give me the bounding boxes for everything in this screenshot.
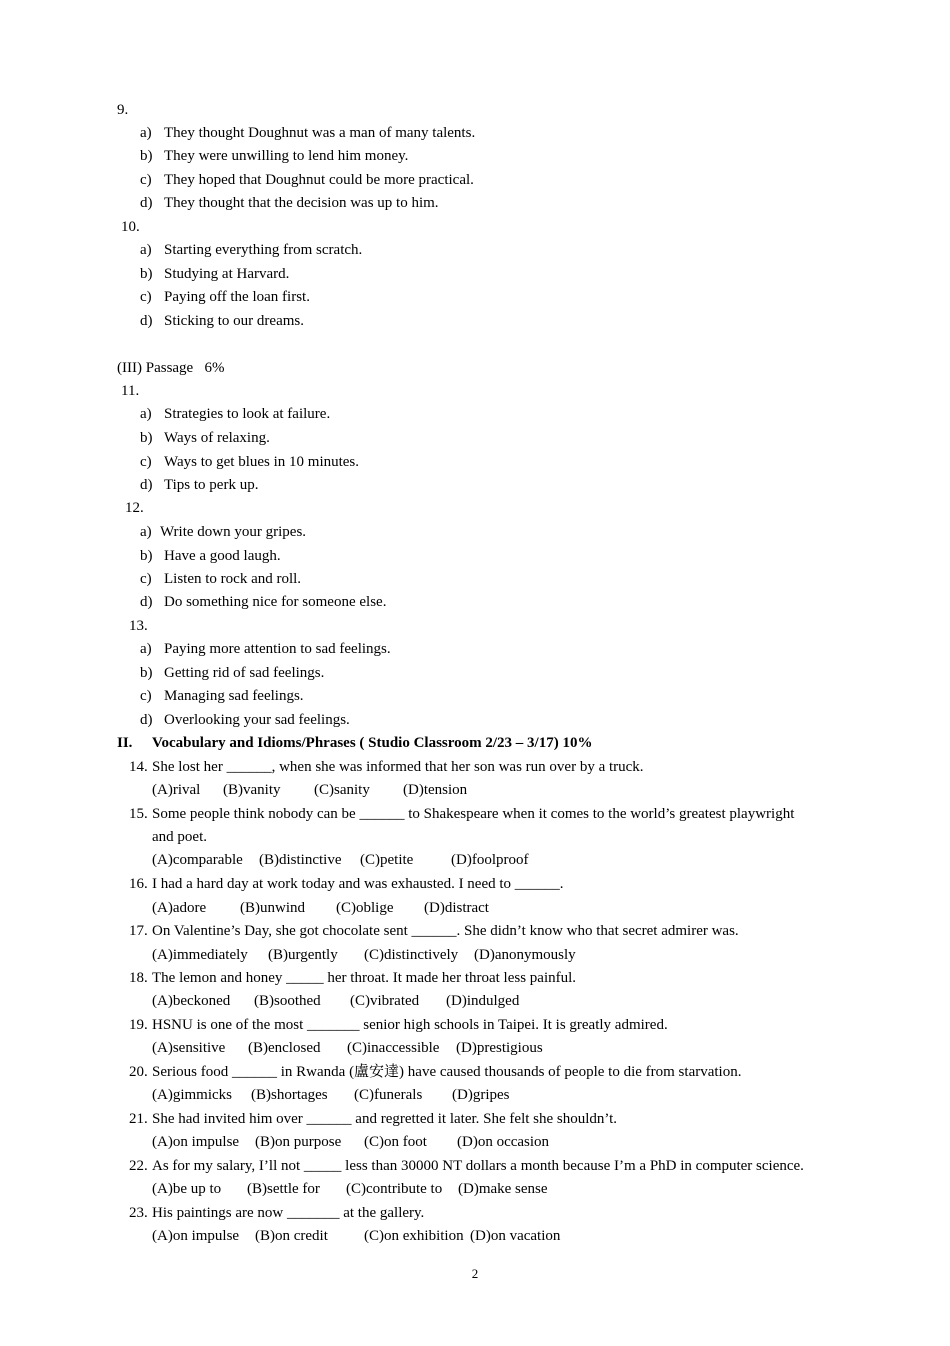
- choice: (D)on occasion: [457, 1134, 550, 1150]
- section-title: Vocabulary and Idioms/Phrases ( Studio Classroom 2/23 – 3/17) 10%: [152, 735, 593, 751]
- choice: (B)unwind: [240, 900, 305, 916]
- option: d) Sticking to our dreams.: [140, 313, 304, 329]
- choice: (A)rival: [152, 782, 201, 798]
- choice: (C)vibrated: [350, 993, 420, 1009]
- option: a) Starting everything from scratch.: [140, 242, 363, 258]
- option: c) Listen to rock and roll.: [140, 571, 302, 587]
- question-number: 9.: [117, 102, 129, 118]
- choice: (D)prestigious: [456, 1040, 543, 1056]
- choices-row: [152, 1226, 560, 1246]
- choice: (A)adore: [152, 900, 207, 916]
- choice: (B)distinctive: [259, 852, 342, 868]
- question-stem: I had a hard day at work today and was exhausted. I need to ______.: [152, 876, 564, 892]
- option: b) Getting rid of sad feelings.: [140, 665, 325, 681]
- choice: (C)oblige: [336, 900, 394, 916]
- option: c) Paying off the loan first.: [140, 289, 310, 305]
- choice: (B)enclosed: [248, 1040, 321, 1056]
- option: d) Do something nice for someone else.: [140, 594, 387, 610]
- choice: (D)tension: [403, 782, 468, 798]
- question-stem: The lemon and honey _____ her throat. It made her throat less painful.: [152, 970, 577, 986]
- choices-row: [152, 1038, 543, 1058]
- question-stem-continued: and poet.: [152, 829, 207, 845]
- choice: (A)beckoned: [152, 993, 231, 1009]
- question-stem: She lost her ______, when she was informed that her son was run over by a truck.: [152, 759, 644, 775]
- choice: (B)urgently: [268, 947, 338, 963]
- question-number: 22.: [129, 1158, 148, 1174]
- choice: (A)comparable: [152, 852, 243, 868]
- choice: (A)gimmicks: [152, 1087, 232, 1103]
- option: d) Overlooking your sad feelings.: [140, 712, 350, 728]
- choice: (C)on exhibition: [364, 1228, 464, 1244]
- choice: (A)on impulse: [152, 1134, 240, 1150]
- question-stem: She had invited him over ______ and regretted it later. She felt she shouldn’t.: [152, 1111, 618, 1127]
- option: b) They were unwilling to lend him money.: [140, 148, 409, 164]
- choice: (D)distract: [424, 900, 489, 916]
- question-number: 11.: [121, 383, 140, 399]
- question-number: 10.: [121, 219, 140, 235]
- choice: (C)on foot: [364, 1134, 427, 1150]
- choices-row: [152, 945, 576, 965]
- question-stem: On Valentine’s Day, she got chocolate sent ______. She didn’t know who that secret admirer was.: [152, 923, 739, 939]
- choice: (B)shortages: [251, 1087, 328, 1103]
- option: b) Studying at Harvard.: [140, 266, 290, 282]
- choice: (D)indulged: [446, 993, 520, 1009]
- choice: (C)sanity: [314, 782, 370, 798]
- option: b) Ways of relaxing.: [140, 430, 270, 446]
- choice: (C)funerals: [354, 1087, 423, 1103]
- choices-row: [152, 991, 519, 1011]
- choices-row: [152, 1179, 548, 1199]
- choices-row: [152, 898, 489, 918]
- question-number: 18.: [129, 970, 148, 986]
- question-number: 14.: [129, 759, 148, 775]
- question-stem: Some people think nobody can be ______ to Shakespeare when it comes to the world’s greatest playwright: [152, 806, 795, 822]
- question-stem: His paintings are now _______ at the gallery.: [152, 1205, 425, 1221]
- option: d) Tips to perk up.: [140, 477, 259, 493]
- option: c) Ways to get blues in 10 minutes.: [140, 454, 360, 470]
- choice: (B)vanity: [223, 782, 281, 798]
- choices-row: [152, 850, 528, 870]
- question-number: 13.: [129, 618, 148, 634]
- option: c) Managing sad feelings.: [140, 688, 304, 704]
- page-number: 2: [471, 1266, 479, 1281]
- option: d) They thought that the decision was up to him.: [140, 195, 439, 211]
- question-number: 20.: [129, 1064, 148, 1080]
- question-number: 16.: [129, 876, 148, 892]
- choice: (C)petite: [360, 852, 414, 868]
- question-stem: Serious food ______ in Rwanda (盧安達) have caused thousands of people to die from starvation.: [152, 1064, 742, 1080]
- choice: (A)sensitive: [152, 1040, 226, 1056]
- option: b) Have a good laugh.: [140, 548, 281, 564]
- question-stem: As for my salary, I’ll not _____ less than 30000 NT dollars a month because I’m a PhD in computer science.: [152, 1158, 804, 1174]
- choice: (D)make sense: [458, 1181, 548, 1197]
- question-number: 12.: [125, 500, 144, 516]
- choice: (A)be up to: [152, 1181, 222, 1197]
- choice: (D)on vacation: [470, 1228, 561, 1244]
- option: a) Write down your gripes.: [140, 524, 307, 540]
- choice: (D)anonymously: [474, 947, 576, 963]
- choice: (B)on credit: [255, 1228, 328, 1244]
- question-number: 23.: [129, 1205, 148, 1221]
- option: a) Strategies to look at failure.: [140, 406, 331, 422]
- option: a) Paying more attention to sad feelings.: [140, 641, 391, 657]
- option: a) They thought Doughnut was a man of many talents.: [140, 125, 476, 141]
- choices-row: [152, 1085, 509, 1105]
- choice: (A)on impulse: [152, 1228, 240, 1244]
- option: c) They hoped that Doughnut could be more practical.: [140, 172, 474, 188]
- question-stem: HSNU is one of the most _______ senior high schools in Taipei. It is greatly admired.: [152, 1017, 668, 1033]
- choice: (B)on purpose: [255, 1134, 342, 1150]
- section-heading: (III) Passage 6%: [117, 360, 225, 376]
- choice: (D)foolproof: [451, 852, 529, 868]
- choice: (D)gripes: [452, 1087, 510, 1103]
- question-number: 21.: [129, 1111, 148, 1127]
- choice: (C)distinctively: [364, 947, 459, 963]
- choice: (A)immediately: [152, 947, 248, 963]
- choices-row: [152, 780, 467, 800]
- choice: (B)settle for: [247, 1181, 320, 1197]
- choice: (B)soothed: [254, 993, 321, 1009]
- choice: (C)contribute to: [346, 1181, 443, 1197]
- section-roman-numeral: II.: [117, 735, 133, 751]
- choices-row: [152, 1132, 549, 1152]
- question-number: 17.: [129, 923, 148, 939]
- question-number: 15.: [129, 806, 148, 822]
- choice: (C)inaccessible: [347, 1040, 440, 1056]
- question-number: 19.: [129, 1017, 148, 1033]
